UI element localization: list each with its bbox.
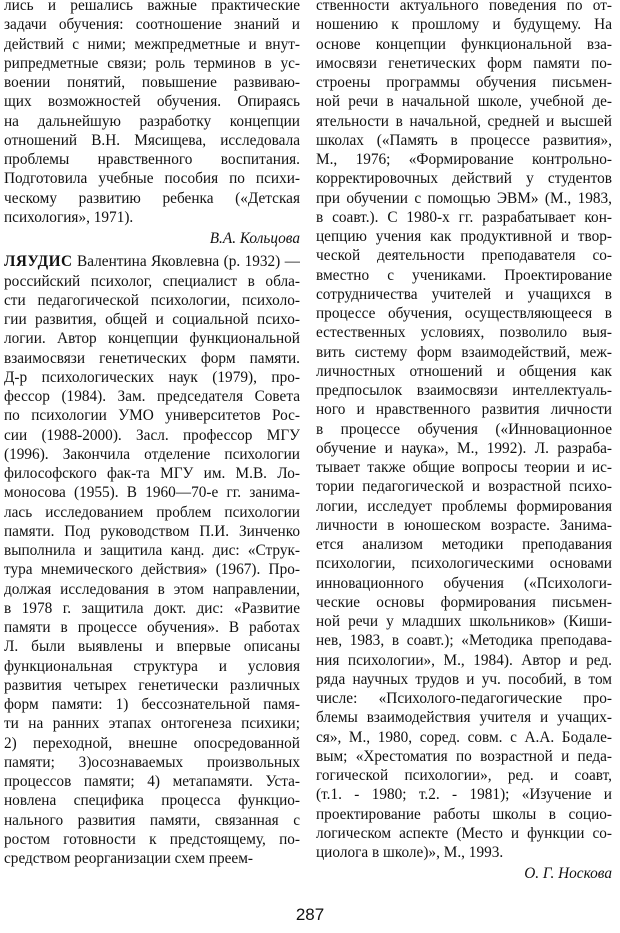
text-line: психологии, психологическими основами bbox=[316, 555, 612, 573]
text-line: выполнила и защитила канд. дис: «Струк- bbox=[4, 542, 300, 559]
text-line: (т.1. - 1980; т.2. - 1981); «Изучение и bbox=[316, 786, 612, 804]
article-tail bbox=[4, 0, 300, 227]
text-line: ческие основы формирования письмен- bbox=[316, 593, 612, 611]
text-line: естественных условиях, позволило выя- bbox=[316, 324, 612, 342]
text-line: новлена специфика процесса функцио- bbox=[4, 792, 300, 810]
text-line: школах («Память в процессе развития», bbox=[316, 131, 612, 149]
text-line: средством реорганизации схем преем- bbox=[4, 850, 253, 867]
text-line: сотрудничества учителей и учащихся в bbox=[316, 285, 612, 303]
text-line: числе: «Психолого-педагогические про- bbox=[316, 690, 612, 707]
text-line: логии. Автор концепции функциональной bbox=[4, 330, 300, 348]
text-line: на дальнейшую разработку концепции bbox=[4, 112, 300, 130]
text-line: при обучении с помощью ЭВМ» (М., 1983, bbox=[316, 189, 612, 207]
text-line: личности в юношеском возрасте. Занима- bbox=[316, 516, 612, 534]
text-line: действий с ними; межпредметные и внут- bbox=[4, 35, 300, 53]
text-line: рипредметные связи; роль терминов в ус- bbox=[4, 54, 300, 72]
right-column bbox=[316, 0, 612, 888]
text-line: логическом аспекте (Место и функции со- bbox=[316, 824, 612, 842]
text-line: ти на ранних этапах онтогенеза психики; bbox=[4, 715, 300, 733]
text-line: инновационного обучения («Психологи- bbox=[316, 574, 612, 592]
entry-headword: ЛЯУДИС bbox=[4, 253, 73, 271]
text-line: обучение и наука», М., 1992). Л. разраба- bbox=[316, 439, 612, 457]
text-line: ряда научных трудов и уч. пособий, в том bbox=[316, 670, 612, 688]
text-line: в процессе обучения («Инновационное bbox=[316, 420, 612, 438]
text-line: воении понятий, повышение развиваю- bbox=[4, 74, 300, 91]
text-line: ется анализом методики преподавания bbox=[316, 536, 612, 553]
text-line: взаимосвязи генетических форм памяти. bbox=[4, 349, 300, 367]
text-line: гогической психологии», ред. и соавт, bbox=[316, 767, 612, 784]
text-line: (1996). Закончила отделение психологии bbox=[4, 445, 300, 463]
text-line: блемы взаимодействия учителя и учащих- bbox=[316, 709, 612, 727]
text-line: должая исследования в этом направлении, bbox=[4, 580, 300, 598]
text-line: вместно с учениками. Проектирование bbox=[316, 266, 612, 284]
text-line: вить систему форм взаимодействий, меж- bbox=[316, 343, 612, 361]
article-author-koltsova: В.А. Кольцова bbox=[209, 230, 300, 247]
entry-body-right bbox=[316, 0, 612, 862]
text-line: М., 1976; «Формирование контрольно- bbox=[316, 151, 612, 168]
text-line: корректировочных действий у студентов bbox=[316, 170, 612, 188]
text-line: имосвязи генетических форм памяти по- bbox=[316, 54, 612, 72]
text-line: сти педагогической психологии, психоло- bbox=[4, 291, 300, 309]
text-line: проектирование работы школы в социо- bbox=[316, 805, 612, 823]
text-line: российский психолог, специалист в обла- bbox=[4, 272, 300, 290]
text-line: цепцию учения как продуктивной и твор- bbox=[316, 228, 612, 245]
text-line: ственности актуального поведения по от- bbox=[316, 0, 612, 14]
text-line: ятельности в начальной, средней и высшей bbox=[316, 112, 612, 130]
text-line: ческому развитию ребенка («Детская bbox=[4, 189, 300, 207]
left-column bbox=[4, 0, 300, 868]
text-line: ческой деятельности преподавателя со- bbox=[316, 247, 612, 265]
text-line: Д-р психологических наук (1979), про- bbox=[4, 368, 300, 386]
entry-body-left bbox=[4, 272, 300, 869]
text-line: сии (1988-2000). Засл. профессор МГУ bbox=[4, 426, 300, 444]
text-line: 2) переходной, внешне опосредованной bbox=[4, 734, 300, 752]
text-line: вым; «Хрестоматия по возрастной и педа- bbox=[316, 747, 612, 765]
text-line: гии развития, общей и социальной психо- bbox=[4, 311, 300, 328]
text-line: в соавт.). С 1980-х гг. разрабатывает кон- bbox=[316, 208, 612, 226]
text-line: лись и решались важные практические bbox=[4, 0, 300, 14]
text-line: тории педагогической и возрастной психо- bbox=[316, 478, 612, 496]
page-number: 287 bbox=[295, 905, 325, 924]
entry-heading-rest: Валентина Яковлевна (р. 1932) — bbox=[72, 253, 300, 271]
text-line: функциональная структура и условия bbox=[4, 657, 300, 675]
text-line: циолога в школе)», М., 1993. bbox=[316, 844, 504, 861]
text-line: проблемы нравственного воспитания. bbox=[4, 151, 300, 168]
text-line: нев, 1983, в соавт.); «Методика преподава- bbox=[316, 632, 612, 650]
text-line: нального развития памяти, связанная с bbox=[4, 811, 300, 829]
text-line: ния психологии», М., 1984). Автор и ред. bbox=[316, 651, 612, 669]
text-line: по психологии УМО университетов Рос- bbox=[4, 407, 300, 425]
text-line: в 1978 г. защитила докт. дис: «Развитие bbox=[4, 599, 300, 617]
text-line: психология», 1971). bbox=[4, 208, 134, 226]
text-line: моносова (1955). В 1960—70-е гг. занима- bbox=[4, 484, 300, 502]
text-line: памяти в процессе обучения». В работах bbox=[4, 619, 300, 636]
text-line: строены программы обучения письмен- bbox=[316, 74, 612, 91]
text-line: процессов памяти; 4) метапамяти. Уста- bbox=[4, 773, 300, 790]
text-line: ношению к прошлому и будущему. На bbox=[316, 16, 612, 34]
text-line: ной речи у младших школьников» (Киши- bbox=[316, 613, 612, 630]
text-line: ся», М., 1980, соред. совм. с А.А. Бодале- bbox=[316, 728, 612, 746]
text-line: развития четырех генетически различных bbox=[4, 676, 300, 694]
text-line: процессе обучения, осуществляющееся в bbox=[316, 305, 612, 322]
text-line: фессор (1984). Зам. председателя Совета bbox=[4, 388, 300, 405]
text-line: тывает также общие вопросы теории и ис- bbox=[316, 459, 612, 476]
text-line: памяти; 3)осознаваемых произвольных bbox=[4, 753, 300, 771]
text-line: памяти. Под руководством П.И. Зинченко bbox=[4, 522, 300, 540]
text-line: ной речи в начальной школе, учебной де- bbox=[316, 93, 612, 111]
article-author-noskova: О. Г. Носкова bbox=[524, 865, 612, 883]
text-line: лась исследованием проблем психологии bbox=[4, 503, 300, 521]
text-line: основе концепции функциональной вза- bbox=[316, 35, 612, 53]
text-line: предпосылок взаимосвязи интеллектуаль- bbox=[316, 382, 612, 399]
text-line: отношений В.Н. Мясищева, исследовала bbox=[4, 131, 300, 149]
text-line: личностных отношений и общения как bbox=[316, 362, 612, 380]
text-line: тура мнемического действия» (1967). Про- bbox=[4, 561, 300, 579]
text-line: логии, исследует проблемы формирования bbox=[316, 497, 612, 515]
text-line: ростом готовности к предстоящему, по- bbox=[4, 830, 300, 848]
text-line: философского фак-та МГУ им. М.В. Ло- bbox=[4, 465, 300, 482]
text-line: щих возможностей обучения. Опираясь bbox=[4, 93, 300, 111]
text-line: Л. были выявлены и впервые описаны bbox=[4, 638, 300, 656]
text-line: форм памяти: 1) бессознательной памя- bbox=[4, 696, 300, 713]
text-line: задачи обучения: соотношение знаний и bbox=[4, 16, 300, 34]
text-line: ного и нравственного развития личности bbox=[316, 401, 612, 419]
entry-heading-line bbox=[4, 252, 300, 271]
text-line: Подготовила учебные пособия по психи- bbox=[4, 170, 300, 188]
